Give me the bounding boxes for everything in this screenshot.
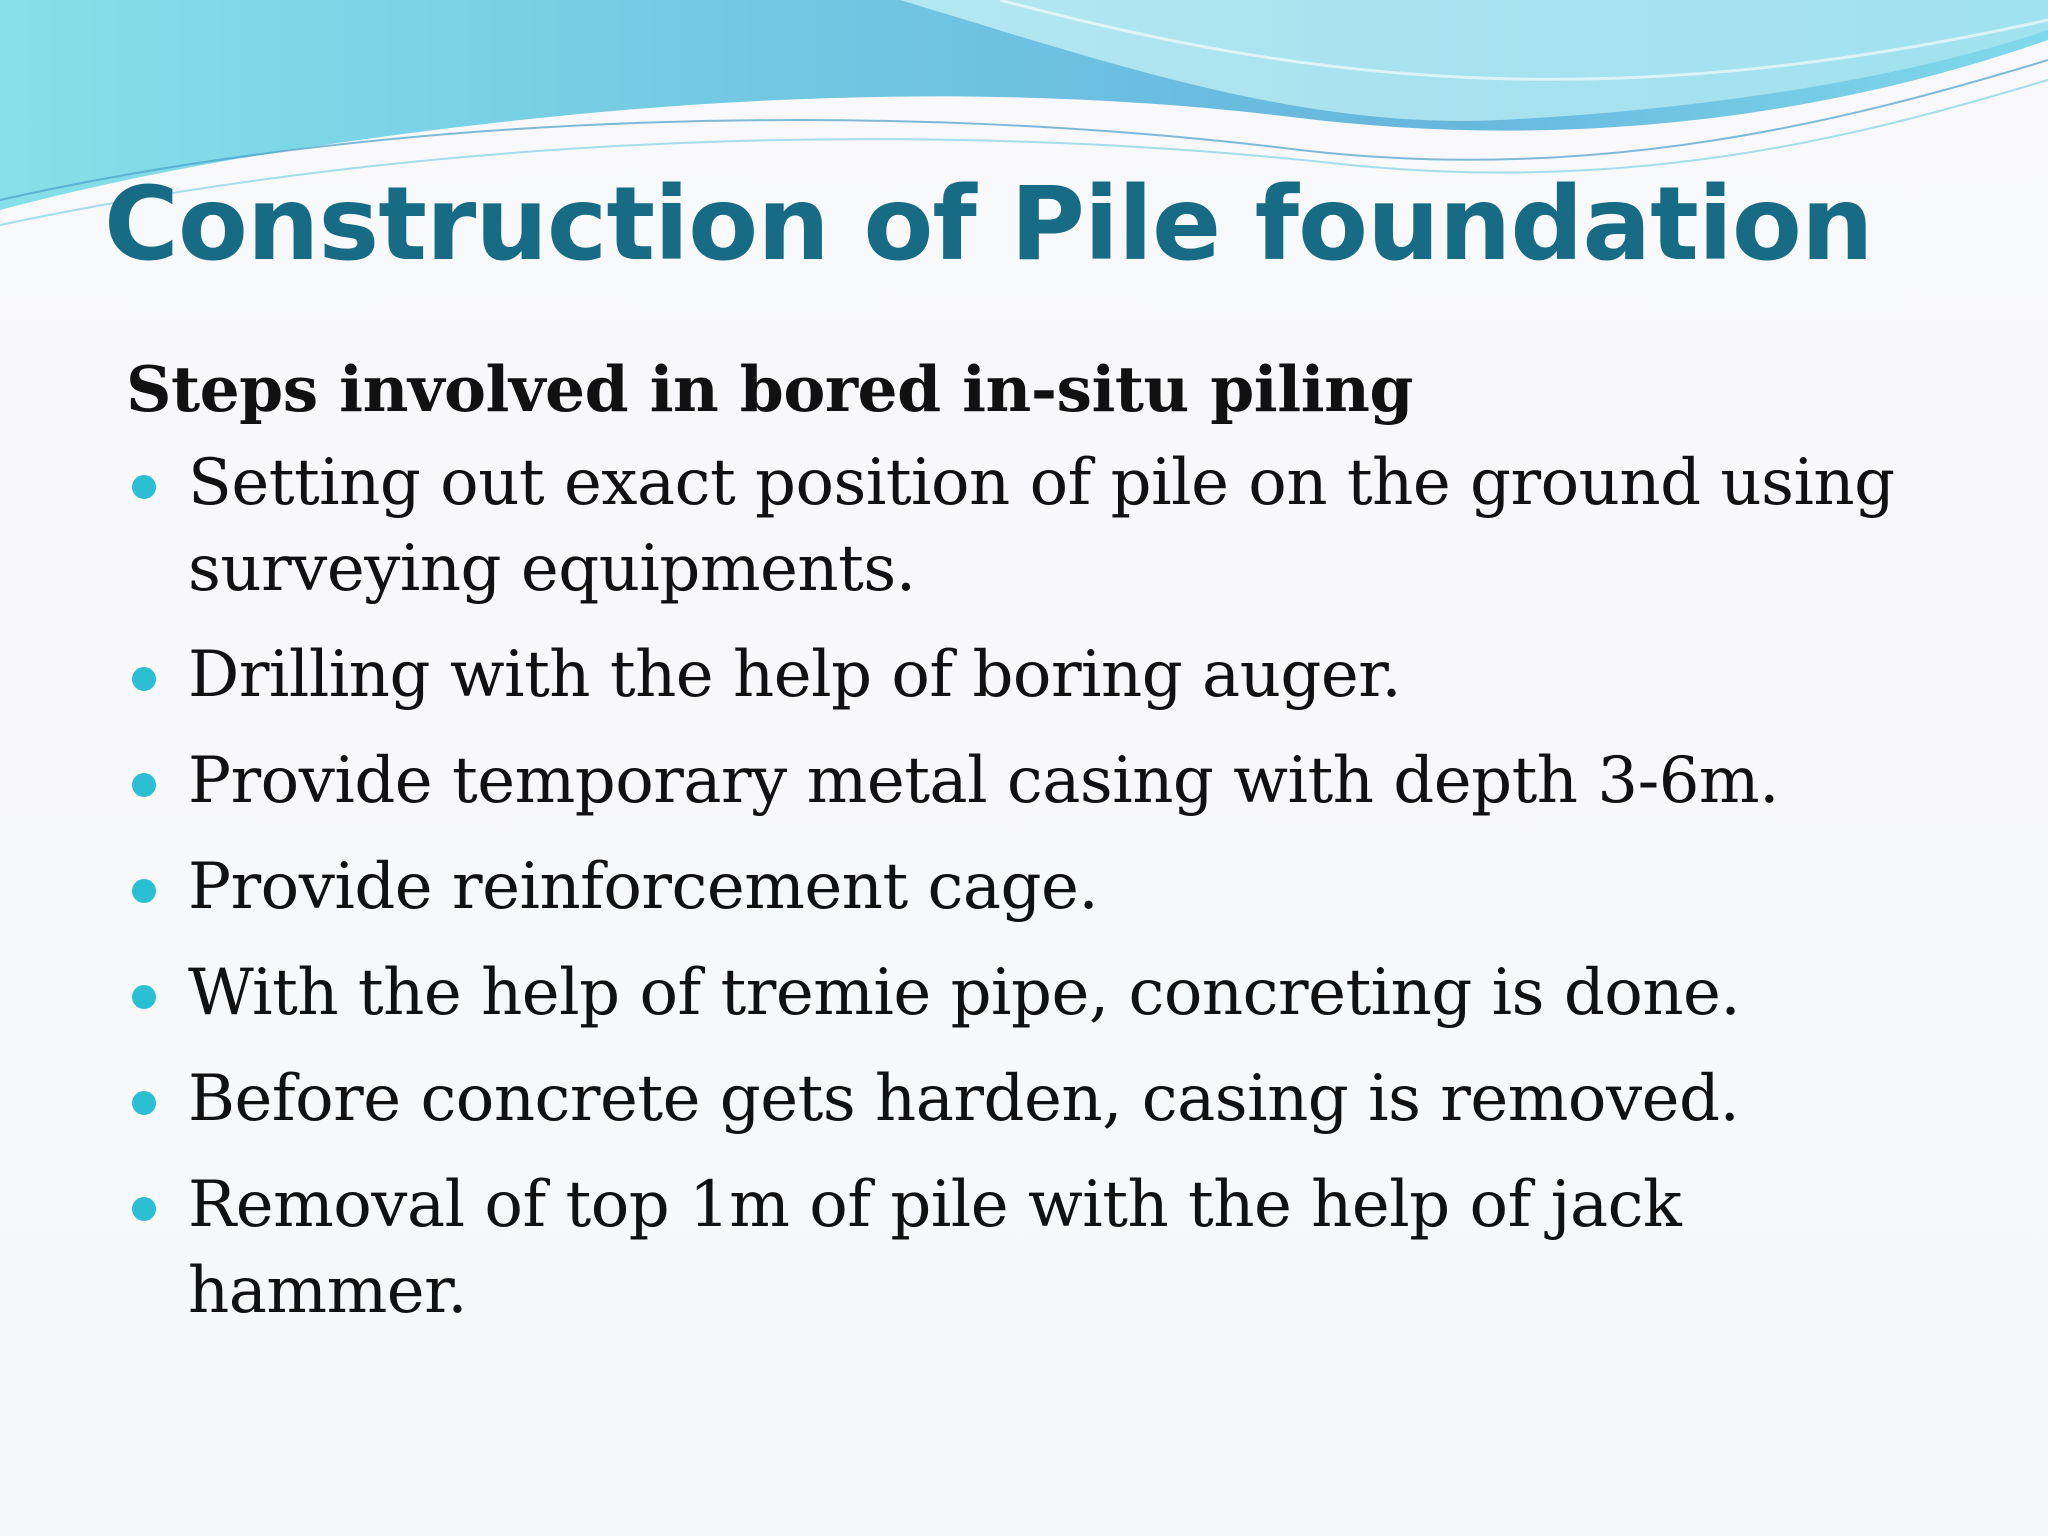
bullet-icon [132,1091,156,1115]
bullet-icon [132,475,156,499]
slide-title: Construction of Pile foundation [104,165,1873,284]
list-item [126,738,1946,824]
step-text: With the help of tremie pipe, concreting is done. [188,956,1741,1030]
step-text: Drilling with the help of boring auger. [188,638,1402,712]
step-text: Removal of top 1m of pile with the help of jack hammer. [188,1168,1682,1328]
bullet-icon [132,879,156,903]
bullet-icon [132,1197,156,1221]
section-subheading: Steps involved in bored in-situ piling [126,352,1413,426]
slide-content [126,346,1946,1354]
bullet-icon [132,773,156,797]
list-item [126,1056,1946,1142]
step-text: Provide temporary metal casing with depth 3-6m. [188,744,1779,818]
step-text: Provide reinforcement cage. [188,850,1099,924]
list-item [126,844,1946,930]
bullet-icon [132,985,156,1009]
list-item [126,950,1946,1036]
step-text: Before concrete gets harden, casing is removed. [188,1062,1740,1136]
list-item [126,1162,1946,1334]
list-item [126,440,1946,612]
steps-list [126,440,1946,1334]
step-text: Setting out exact position of pile on the ground using surveying equipments. [188,446,1895,606]
bullet-icon [132,667,156,691]
list-item [126,632,1946,718]
